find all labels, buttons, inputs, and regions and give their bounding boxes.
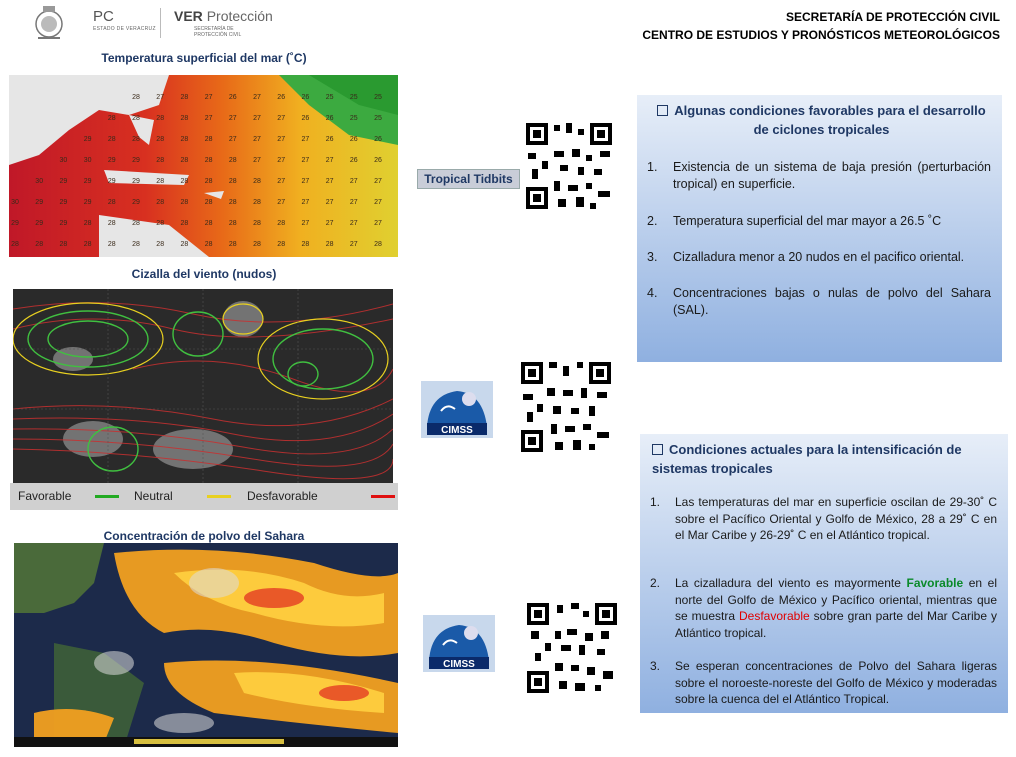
sst-value-label: 26 (325, 115, 334, 122)
sst-value-label: 29 (59, 220, 68, 227)
sst-value-label: 29 (132, 178, 140, 185)
sst-value-label: 25 (325, 94, 334, 101)
sst-value-label: 28 (132, 94, 140, 101)
sst-value-label: 28 (277, 241, 286, 248)
sst-value-label: 27 (277, 136, 286, 143)
current-conditions-title: Condiciones actuales para la intensificación de sistemas tropicales (652, 442, 962, 476)
desfavorable-highlight: Desfavorable (738, 609, 810, 623)
sst-value-label: 27 (156, 94, 165, 101)
sst-value-label: 27 (325, 178, 334, 185)
sst-value-label: 28 (156, 136, 165, 143)
sst-value-label: 28 (253, 220, 261, 227)
cimss-emblem-icon (423, 615, 495, 672)
sst-value-label: 27 (277, 157, 286, 164)
sst-value-label: 27 (349, 199, 358, 206)
legend-desfavorable-line (371, 495, 395, 498)
sst-value-label: 30 (83, 157, 92, 164)
sst-value-label: 27 (204, 94, 213, 101)
sst-value-label: 28 (180, 178, 189, 185)
sst-value-label: 28 (156, 199, 165, 206)
org-line-1: SECRETARÍA DE PROTECCIÓN CIVIL (785, 10, 1000, 24)
sst-value-label: 29 (35, 220, 44, 227)
sst-value-label: 27 (374, 178, 382, 185)
sst-value-label: 26 (374, 136, 382, 143)
sst-value-label: 27 (228, 136, 237, 143)
sst-value-label: 25 (349, 94, 358, 101)
sst-value-label: 28 (107, 136, 116, 143)
qr-code-cimss-dust[interactable] (525, 601, 619, 695)
proteccion-label: Protección (206, 8, 273, 24)
sst-value-label: 28 (132, 241, 140, 248)
sst-value-label: 30 (35, 178, 44, 185)
favorable-item-2: 2. Temperatura superficial del mar mayor a 26.5 ˚C (647, 214, 942, 228)
sst-value-label: 29 (83, 136, 92, 143)
legend-favorable-line (95, 495, 119, 498)
sst-title: Temperatura superficial del mar (˚C) (101, 51, 307, 65)
current-conditions-box (640, 434, 1008, 713)
veracruz-seal-logo (32, 4, 66, 42)
sst-value-label: 28 (228, 178, 237, 185)
sst-value-label: 28 (301, 241, 310, 248)
sst-value-label: 27 (349, 178, 358, 185)
sst-value-label: 28 (228, 241, 237, 248)
sst-value-label: 27 (374, 220, 382, 227)
current-item-1: 1. Las temperaturas del mar en superficie oscilan de 29-30˚ C sobre el Pacífico Oriental y Golfo de México, 28 a 29˚ C en el Mar Caribe y 26-29˚ C en el Atlántico tropical. (650, 495, 997, 542)
sst-value-label: 29 (107, 178, 116, 185)
sst-value-label: 30 (59, 157, 68, 164)
favorable-item-1: 1. Existencia de un sistema de baja presión (perturbación tropical) en superficie. (647, 160, 991, 191)
sst-value-label: 28 (156, 178, 165, 185)
sst-value-label: 28 (180, 94, 189, 101)
sst-value-label: 26 (325, 136, 334, 143)
sst-value-label: 28 (132, 115, 140, 122)
sst-value-label: 27 (253, 94, 261, 101)
sst-value-label: 27 (253, 136, 261, 143)
sst-value-label: 28 (204, 178, 213, 185)
sst-value-label: 27 (349, 220, 358, 227)
sst-value-label: 28 (156, 220, 165, 227)
sst-value-label: 28 (180, 115, 189, 122)
sst-value-label: 28 (156, 115, 165, 122)
qr-code-tropical-tidbits[interactable] (524, 121, 614, 211)
sst-value-label: 28 (228, 220, 237, 227)
checkbox-icon (652, 444, 663, 455)
cimss-logo-1[interactable] (421, 381, 493, 438)
sst-value-label: 29 (59, 178, 68, 185)
sst-map (9, 75, 398, 257)
sst-value-label: 28 (83, 241, 92, 248)
pc-label: PC (93, 8, 114, 25)
sst-value-label: 28 (132, 220, 140, 227)
sst-value-label: 28 (11, 241, 19, 248)
wind-shear-map (13, 289, 393, 483)
sst-value-label: 27 (301, 220, 310, 227)
sst-value-label: 27 (277, 115, 286, 122)
favorable-highlight: Favorable (906, 576, 964, 590)
ver-label: VER (174, 8, 203, 24)
current-item-2: 2. La cizalladura del viento es mayormente Favorable en el norte del Golfo de México y Pacífico oriental, mientras que se muestra Desfavorable sobre gran parte del Mar Caribe y Atlántico tropical. (650, 576, 997, 640)
sst-value-label: 28 (325, 241, 334, 248)
sst-value-label: 28 (107, 220, 116, 227)
sst-value-label: 28 (228, 199, 237, 206)
sst-value-label: 27 (253, 157, 261, 164)
sst-value-label: 28 (107, 241, 116, 248)
sst-value-label: 29 (59, 199, 68, 206)
sst-value-label: 28 (107, 199, 116, 206)
sst-value-label: 29 (83, 178, 92, 185)
sst-value-label: 27 (253, 115, 261, 122)
legend-desfavorable-label: Desfavorable (247, 489, 318, 503)
sst-value-label: 27 (301, 199, 310, 206)
sst-value-label: 28 (35, 241, 44, 248)
favorable-conditions-box (637, 95, 1002, 362)
sst-value-label: 29 (132, 157, 140, 164)
sst-value-label: 26 (349, 136, 358, 143)
legend-neutral-line (207, 495, 231, 498)
qr-code-cimss-shear[interactable] (519, 360, 613, 454)
dust-title: Concentración de polvo del Sahara (103, 529, 305, 543)
sst-value-label: 26 (374, 157, 382, 164)
current-item-3: 3. Se esperan concentraciones de Polvo del Sahara ligeras sobre el noroeste-noreste del Golfo de México y moderadas sobre la cuenca del el Atlántico Tropical. (650, 659, 997, 706)
org-line-2: CENTRO DE ESTUDIOS Y PRONÓSTICOS METEOROLÓGICOS (642, 28, 1000, 42)
sst-value-label: 28 (180, 157, 189, 164)
sst-value-label: 27 (301, 157, 310, 164)
sst-value-label: 29 (132, 199, 140, 206)
sst-value-label: 28 (204, 199, 213, 206)
sst-value-label: 28 (107, 115, 116, 122)
favorable-item-4: 4. Concentraciones bajas o nulas de polvo del Sahara (SAL). (647, 286, 991, 317)
cimss-logo-2[interactable] (423, 615, 495, 672)
saharan-dust-map (14, 543, 398, 747)
sst-value-label: 27 (277, 178, 286, 185)
sst-value-label: 30 (11, 199, 19, 206)
sst-value-label: 27 (325, 157, 334, 164)
sst-value-label: 25 (349, 115, 358, 122)
sst-value-label: 27 (204, 115, 213, 122)
sst-value-label: 26 (228, 94, 237, 101)
sst-value-label: 26 (349, 157, 358, 164)
sst-value-label: 28 (228, 157, 237, 164)
legend-favorable-label: Favorable (18, 489, 72, 503)
sst-value-label: 28 (374, 241, 382, 248)
legend-neutral-label: Neutral (134, 489, 173, 503)
shear-title: Cizalla del viento (nudos) (131, 267, 277, 281)
sst-value-label: 26 (301, 115, 310, 122)
favorable-item-3: 3. Cizalladura menor a 20 nudos en el pacifico oriental. (647, 250, 965, 264)
wind-shear-legend (10, 483, 398, 510)
ver-proteccion-logo (174, 8, 273, 24)
pc-sub-label: ESTADO DE VERACRUZ (93, 26, 156, 32)
sst-value-label: 27 (301, 178, 310, 185)
sst-value-label: 25 (374, 115, 382, 122)
cimss-emblem-icon (421, 381, 493, 438)
sst-value-label: 29 (35, 199, 44, 206)
svg-text:CIMSS: CIMSS (441, 425, 473, 436)
organization-header (642, 8, 1000, 44)
svg-text:CIMSS: CIMSS (443, 659, 475, 670)
sst-value-label: 28 (180, 220, 189, 227)
tropical-tidbits-badge[interactable]: Tropical Tidbits (417, 169, 520, 189)
sst-value-label: 28 (59, 241, 68, 248)
sst-value-label: 29 (83, 199, 92, 206)
header-divider (160, 8, 161, 38)
sst-value-label: 28 (253, 199, 261, 206)
sst-value-label: 27 (349, 241, 358, 248)
sst-value-label: 27 (325, 199, 334, 206)
sst-value-label: 26 (301, 94, 310, 101)
sst-value-label: 28 (204, 220, 213, 227)
sst-value-label: 27 (228, 115, 237, 122)
sst-value-label: 27 (301, 136, 310, 143)
sst-value-label: 28 (204, 241, 213, 248)
sst-value-label: 28 (156, 241, 165, 248)
sst-value-label: 29 (11, 220, 19, 227)
sst-value-label: 28 (132, 136, 140, 143)
checkbox-icon (657, 105, 668, 116)
sst-value-label: 28 (180, 199, 189, 206)
sst-value-label: 28 (83, 220, 92, 227)
favorable-conditions-title: Algunas condiciones favorables para el desarrollo de ciclones tropicales (649, 101, 994, 139)
sst-value-label: 27 (277, 199, 286, 206)
sst-value-label: 28 (156, 157, 165, 164)
sst-value-label: 28 (253, 178, 261, 185)
sst-value-label: 28 (180, 136, 189, 143)
sst-value-label: 28 (204, 136, 213, 143)
sst-value-label: 28 (277, 220, 286, 227)
sst-value-label: 27 (325, 220, 334, 227)
sst-value-label: 29 (107, 157, 116, 164)
sst-value-label: 28 (204, 157, 213, 164)
sst-value-label: 26 (277, 94, 286, 101)
sst-value-label: 28 (253, 241, 261, 248)
sst-value-label: 27 (374, 199, 382, 206)
ver-sub-label: SECRETARÍA DE PROTECCIÓN CIVIL (194, 26, 242, 38)
sst-value-label: 25 (374, 94, 382, 101)
sst-value-label: 28 (180, 241, 189, 248)
